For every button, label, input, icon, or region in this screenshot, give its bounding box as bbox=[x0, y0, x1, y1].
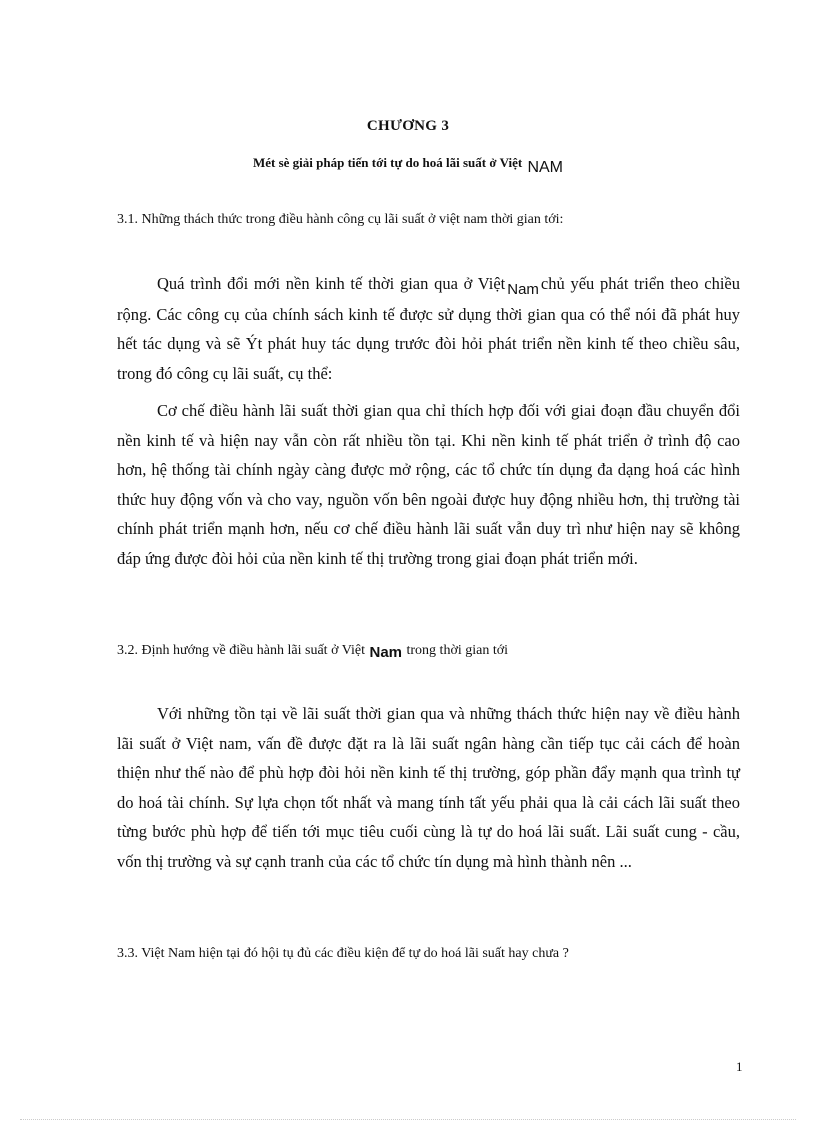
section-heading-3-1: 3.1. Những thách thức trong điều hành công cụ lãi suất ở việt nam thời gian tới: bbox=[117, 212, 564, 227]
chapter-subtitle-end: NAM bbox=[527, 159, 564, 176]
section-heading-3-2-start: 3.2. Định hướng về điều hành lãi suất ở Việt bbox=[117, 643, 365, 658]
paragraph-1 bbox=[117, 269, 740, 388]
paragraph-1-big-word: Nam bbox=[507, 281, 539, 298]
section-heading-3-2-big-word: Nam bbox=[369, 644, 402, 661]
section-heading-3-3: 3.3. Việt Nam hiện tại đó hội tụ đủ các điều kiện để tự do hoá lãi suất hay chưa ? bbox=[117, 946, 569, 961]
paragraph-1-rest: chủ yếu phát triển theo chiều rộng. Các công cụ của chính sách kinh tế được sử dụng thời gian qua có thể nói đã phát huy hết tác dụng và sẽ Ýt phát huy tác dụng trước đòi hỏi phát triển nền kinh tế theo chiều sâu, trong đó công cụ lãi suất, cụ thể: bbox=[117, 274, 740, 383]
chapter-subtitle-text: Mét sè giải pháp tiến tới tự do hoá lãi suất ở Việt bbox=[252, 155, 523, 170]
page-number: 1 bbox=[736, 1059, 743, 1074]
chapter-subtitle bbox=[0, 154, 816, 176]
paragraph-1-start: Quá trình đổi mới nền kinh tế thời gian qua ở Việt bbox=[157, 274, 506, 293]
chapter-title: CHƯƠNG 3 bbox=[366, 118, 450, 134]
footer-divider bbox=[20, 1119, 796, 1120]
paragraph-3: Với những tồn tại về lãi suất thời gian qua và những thách thức hiện nay về điều hành lãi suất ở Việt nam, vấn đề được đặt ra là lãi suất ngân hàng cần tiếp tục cải cách để hoàn thiện như thế nào để phù hợp đòi hỏi nền kinh tế thị trường, góp phần đẩy mạnh qua trình tự do hoá tài chính. Sự lựa chọn tốt nhất và mang tính tất yếu phải qua là cải cách lãi suất theo từng bước phù hợp để tiến tới mục tiêu cuối cùng là tự do hoá lãi suất. Lãi suất cung - cầu, vốn thị trường và sự cạnh tranh của các tổ chức tín dụng mà hình thành nên ... bbox=[117, 704, 740, 871]
paragraph-2: Cơ chế điều hành lãi suất thời gian qua chỉ thích hợp đối với giai đoạn đầu chuyển đổi nền kinh tế và hiện nay vẫn còn rất nhiều tồn tại. Khi nền kinh tế phát triển ở trình độ cao hơn, hệ thống tài chính ngày càng được mở rộng, các tổ chức tín dụng đa dạng hoá các hình thức huy động vốn và cho vay, nguồn vốn bên ngoài được huy động nhiều hơn, thị trường tài chính phát triển mạnh hơn, nếu cơ chế điều hành lãi suất vẫn duy trì như hiện nay sẽ không đáp ứng được đòi hỏi của nền kinh tế thị trường trong giai đoạn phát triển mới. bbox=[117, 401, 740, 568]
section-heading-3-2 bbox=[117, 641, 508, 659]
section-heading-3-2-end: trong thời gian tới bbox=[406, 643, 509, 658]
